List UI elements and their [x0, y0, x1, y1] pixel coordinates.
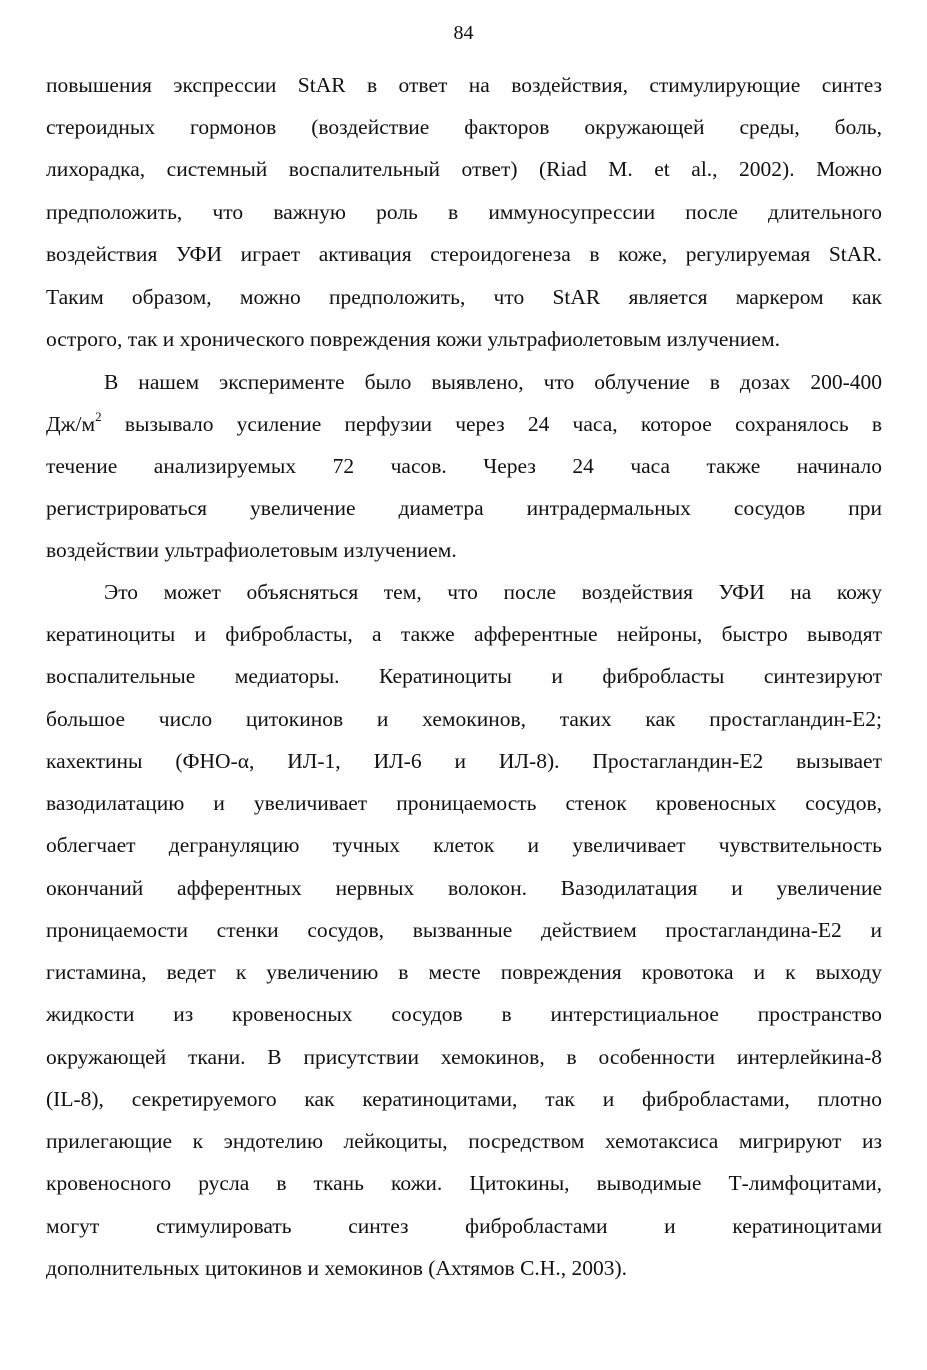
text-line: проницаемости стенки сосудов, вызванные действием простагландина-Е2 и: [46, 918, 882, 942]
text-line-with-unit: [46, 409, 882, 439]
text-line: облегчает дегрануляцию тучных клеток и увеличивает чувствительность: [46, 833, 882, 857]
text-line: Таким образом, можно предположить, что StAR является маркером как: [46, 285, 882, 309]
text-line: предположить, что важную роль в иммуносупрессии после длительного: [46, 200, 882, 224]
text-line-rest: вызывало усиление перфузии через 24 часа, которое сохранялось в: [124, 412, 883, 436]
text-line: стероидных гормонов (воздействие факторов окружающей среды, боль,: [46, 115, 882, 139]
text-line: течение анализируемых 72 часов. Через 24 часа также начинало: [46, 454, 882, 478]
text-line: (IL-8), секретируемого как кератиноцитами, так и фибробластами, плотно: [46, 1087, 882, 1111]
text-line: вазодилатацию и увеличивает проницаемость стенок кровеносных сосудов,: [46, 791, 882, 815]
text-line: прилегающие к эндотелию лейкоциты, посредством хемотаксиса мигрируют из: [46, 1129, 882, 1153]
text-line: дополнительных цитокинов и хемокинов (Ахтямов С.Н., 2003).: [46, 1256, 627, 1280]
unit-label: $Дж/м^2$: [46, 408, 102, 436]
text-line: регистрироваться увеличение диаметра интрадермальных сосудов при: [46, 496, 882, 520]
page-number: 84: [453, 22, 474, 44]
text-line: воспалительные медиаторы. Кератиноциты и фибробласты синтезируют: [46, 664, 882, 688]
text-line: воздействии ультрафиолетовым излучением.: [46, 538, 457, 562]
text-line: острого, так и хронического повреждения кожи ультрафиолетовым излучением.: [46, 327, 780, 351]
text-line: кахектины (ФНО-α, ИЛ-1, ИЛ-6 и ИЛ-8). Простагландин-Е2 вызывает: [46, 749, 882, 773]
text-line: большое число цитокинов и хемокинов, таких как простагландин-Е2;: [46, 707, 882, 731]
text-line: лихорадка, системный воспалительный ответ) (Riad M. et al., 2002). Можно: [46, 157, 882, 181]
text-line: жидкости из кровеносных сосудов в интерстициальное пространство: [46, 1002, 882, 1026]
text-line: Это может объясняться тем, что после воздействия УФИ на кожу: [104, 580, 882, 604]
text-line: кровеносного русла в ткань кожи. Цитокины, выводимые Т-лимфоцитами,: [46, 1171, 882, 1195]
text-line: кератиноциты и фибробласты, а также афферентные нейроны, быстро выводят: [46, 622, 882, 646]
text-line: гистамина, ведет к увеличению в месте повреждения кровотока и к выходу: [46, 960, 882, 984]
text-line: воздействия УФИ играет активация стероидогенеза в коже, регулируемая StAR.: [46, 242, 882, 266]
text-line: повышения экспрессии StAR в ответ на воздействия, стимулирующие синтез: [46, 73, 882, 97]
text-line: окончаний афферентных нервных волокон. Вазодилатация и увеличение: [46, 876, 882, 900]
text-line: могут стимулировать синтез фибробластами и кератиноцитами: [46, 1214, 882, 1238]
text-line: В нашем эксперименте было выявлено, что облучение в дозах 200-400: [104, 370, 882, 394]
text-line: окружающей ткани. В присутствии хемокинов, в особенности интерлейкина-8: [46, 1045, 882, 1069]
